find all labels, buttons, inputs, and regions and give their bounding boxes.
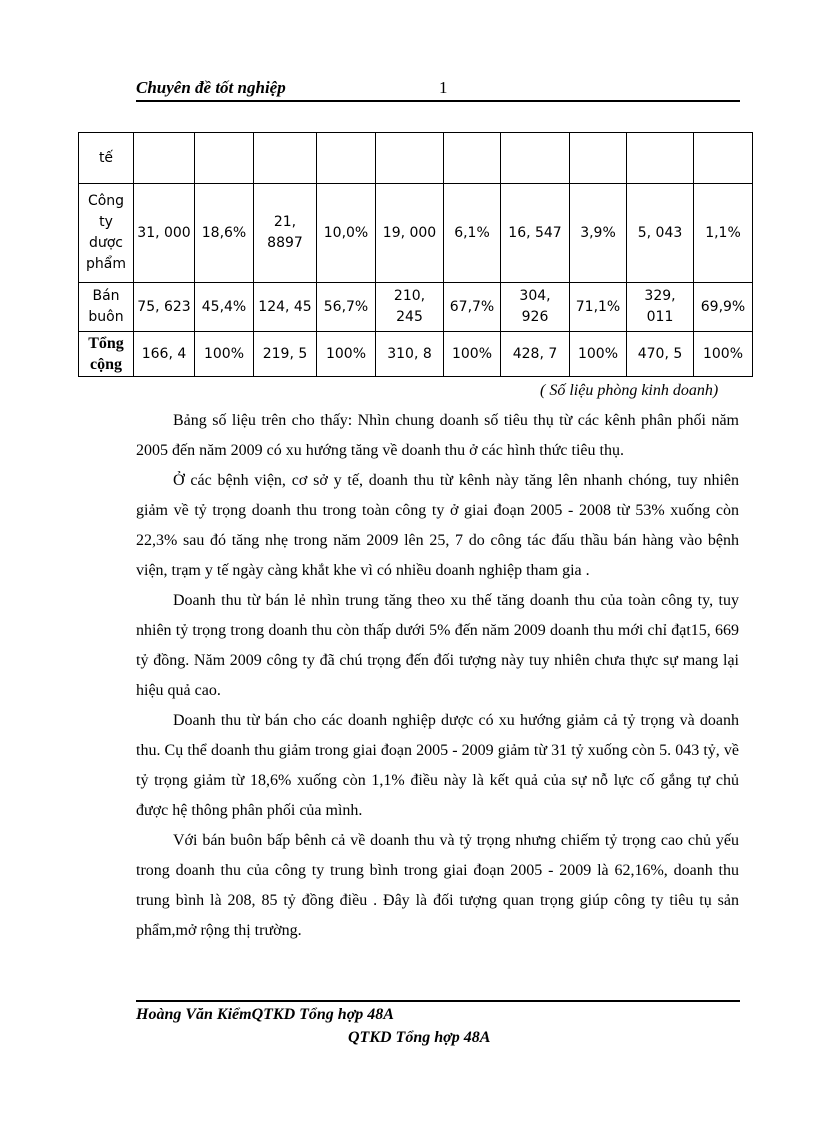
table-cell: 100% [444,332,501,377]
row-label: tế [79,133,134,184]
table-cell: 1,1% [694,184,753,283]
table-cell: 45,4% [195,283,254,332]
table-cell: 166, 4 [134,332,195,377]
table-cell: 71,1% [570,283,627,332]
paragraph: Ở các bệnh viện, cơ sở y tế, doanh thu từ kênh này tăng lên nhanh chóng, tuy nhiên giảm về tỷ trọng doanh thu trong toàn công ty ở giai đoạn 2005 - 2008 từ 53% xuống còn 22,3% sau đó tăng nhẹ trong năm 2009 lên 25, 7 do công tác đấu thầu bán hàng vào bệnh viện, trạm y tế ngày càng khắt khe vì có nhiều doanh nghiệp tham gia . [136,472,739,579]
header-title: Chuyên đề tốt nghiệp [136,78,286,97]
table-cell: 304, 926 [501,283,570,332]
table-cell: 219, 5 [254,332,317,377]
table-cell: 5, 043 [627,184,694,283]
table-cell [317,133,376,184]
table-cell: 428, 7 [501,332,570,377]
table-cell [694,133,753,184]
page-number: 1 [439,78,448,97]
table-cell: 210, 245 [376,283,444,332]
table-cell [570,133,627,184]
table-cell [254,133,317,184]
paragraph: Bảng số liệu trên cho thấy: Nhìn chung doanh số tiêu thụ từ các kênh phân phối năm 2005 đến năm 2009 có xu hướng tăng về doanh thu ở các hình thức tiêu thụ. [136,412,739,459]
table-cell: 470, 5 [627,332,694,377]
page-header [136,74,740,102]
table-cell: 100% [317,332,376,377]
table-cell [195,133,254,184]
paragraph: Với bán buôn bấp bênh cả về doanh thu và tỷ trọng nhưng chiếm tỷ trọng cao chủ yếu trong doanh thu của công ty trung bình trong giai đoạn 2005 - 2009 là 62,16%, doanh thu trung bình là 208, 85 tỷ đồng điều . Đây là đối tượng quan trọng giúp công ty tiêu tụ sản phẩm,mở rộng thị trường. [136,832,739,939]
body-text [136,406,739,946]
footer-author: Hoàng Văn KiểmQTKD Tổng hợp 48A [136,1006,394,1023]
table-cell: 100% [195,332,254,377]
source-note: ( Số liệu phòng kinh doanh) [540,382,719,399]
revenue-table [78,132,753,377]
table-cell: 100% [694,332,753,377]
paragraph: Doanh thu từ bán lẻ nhìn trung tăng theo xu thế tăng doanh thu của toàn công ty, tuy nhiên tỷ trọng trong doanh thu còn thấp dưới 5% đến năm 2009 doanh thu mới chỉ đạt15, 669 tỷ đồng. Năm 2009 công ty đã chú trọng đến đối tượng này tuy nhiên chưa thực sự mang lại hiệu quả cao. [136,592,739,699]
table-cell: 19, 000 [376,184,444,283]
table-cell [134,133,195,184]
row-label: Công ty dược phẩm [79,184,134,283]
table-cell: 69,9% [694,283,753,332]
table-cell: 21, 8897 [254,184,317,283]
table-cell: 18,6% [195,184,254,283]
table-cell: 16, 547 [501,184,570,283]
table-cell: 3,9% [570,184,627,283]
table-cell: 31, 000 [134,184,195,283]
table-cell: 124, 45 [254,283,317,332]
table-cell: 100% [570,332,627,377]
row-label: Tổng cộng [79,332,134,377]
table-cell: 310, 8 [376,332,444,377]
table-row [79,332,753,377]
page-footer [136,1000,740,1046]
table-row [79,133,753,184]
table-cell [501,133,570,184]
table-cell [376,133,444,184]
row-label: Bán buôn [79,283,134,332]
table-cell [627,133,694,184]
table-cell: 10,0% [317,184,376,283]
table-row [79,283,753,332]
table-cell: 6,1% [444,184,501,283]
table-cell: 329, 011 [627,283,694,332]
paragraph: Doanh thu từ bán cho các doanh nghiệp dược có xu hướng giảm cả tỷ trọng và doanh thu. Cụ thể doanh thu giảm trong giai đoạn 2005 - 2009 giảm từ 31 tỷ xuống còn 5. 043 tỷ, về tỷ trọng giảm từ 18,6% xuống còn 1,1% điều này là kết quả của sự nỗ lực cố gắng tự chủ được hệ thông phân phối của mình. [136,712,739,819]
table-cell [444,133,501,184]
table-cell: 67,7% [444,283,501,332]
table-cell: 75, 623 [134,283,195,332]
table-row [79,184,753,283]
footer-class: QTKD Tổng hợp 48A [348,1029,491,1046]
table-cell: 56,7% [317,283,376,332]
